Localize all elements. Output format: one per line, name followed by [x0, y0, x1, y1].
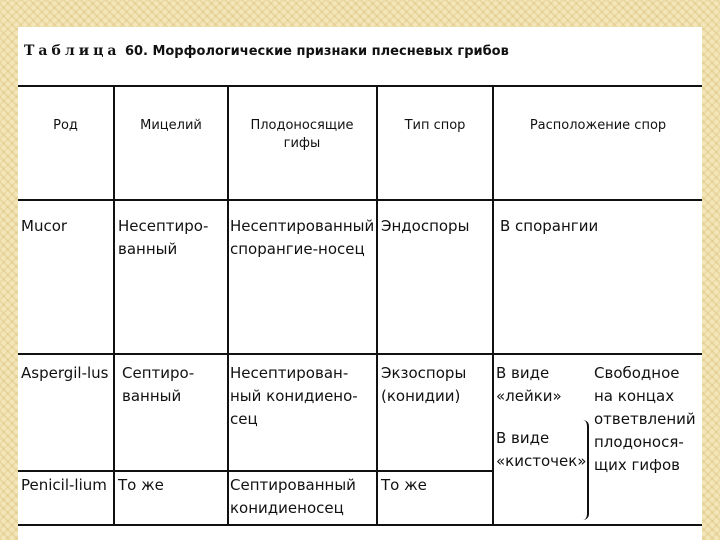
header-mycelium: Мицелий [140, 118, 202, 133]
row-aspergillus-location: В виде «лейки» [496, 364, 562, 405]
row-aspergillus-hyphae: Несептирован-ный конидиено-сец [230, 364, 358, 428]
row-penicillium-location: В виде «кисточек» [496, 429, 587, 470]
caption-title: Морфологические признаки плесневых грибов [152, 44, 509, 59]
rule-header-bottom [18, 199, 702, 201]
row-aspergillus-genus: Aspergil-lus [21, 364, 109, 382]
col-divider-2 [227, 85, 229, 526]
grouping-brace [579, 420, 589, 520]
col-divider-1 [113, 85, 115, 526]
col-divider-4 [492, 85, 494, 526]
rule-row2-bottom [18, 470, 492, 472]
row-mucor-location: В спорангии [500, 217, 599, 235]
caption-number: 60. [124, 44, 148, 59]
rule-bottom [18, 524, 702, 526]
row-penicillium-mycelium: То же [118, 476, 164, 494]
shared-location-note: Свободное на концах ответвлений плодонося-щих гифов [594, 364, 696, 474]
table-caption [24, 43, 509, 59]
row-penicillium-genus: Penicil-lium [21, 476, 107, 494]
col-divider-3 [376, 85, 378, 526]
caption-label: Таблица [24, 43, 121, 59]
rule-top [18, 85, 702, 87]
document-page [18, 27, 702, 540]
row-penicillium-hyphae: Септированный конидиеносец [230, 476, 356, 517]
row-penicillium-spore-type: То же [381, 476, 427, 494]
header-spore-location: Расположение спор [529, 118, 667, 133]
header-genus: Род [53, 118, 78, 133]
row-mucor-hyphae: Несептированный спорангие-носец [230, 217, 375, 258]
row-mucor-mycelium: Несептиро-ванный [118, 217, 209, 258]
rule-row1-bottom [18, 353, 702, 355]
row-mucor-spore-type: Эндоспоры [381, 217, 470, 235]
row-mucor-genus: Mucor [21, 217, 68, 235]
row-aspergillus-spore-type: Экзоспоры (конидии) [381, 364, 467, 405]
header-spore-type: Тип спор [404, 118, 466, 133]
header-hyphae: Плодоносящие гифы [250, 118, 354, 151]
row-aspergillus-mycelium: Септиро-ванный [122, 364, 195, 405]
